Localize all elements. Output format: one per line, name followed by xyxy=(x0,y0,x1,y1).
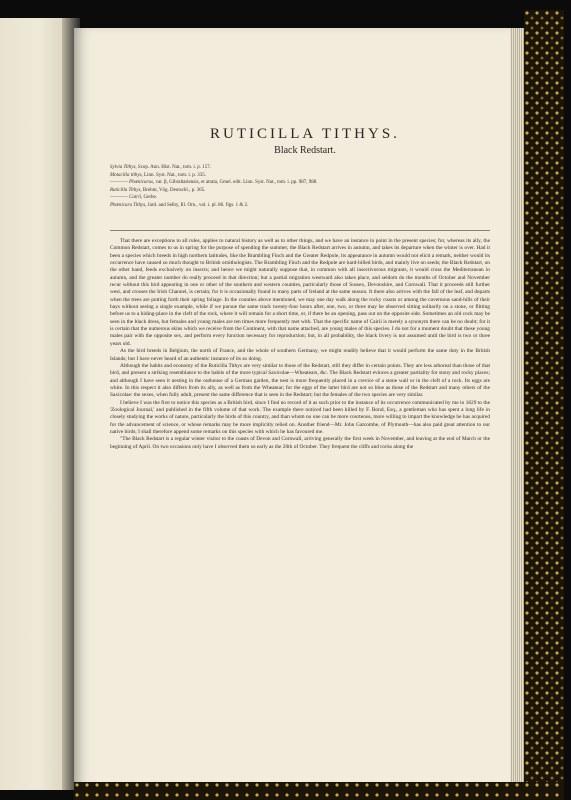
paragraph: "The Black Redstart is a regular winter visitor to the coasts of Devon and Cornwall, arriving generally the first week in November, and leaving at the end of March or the beginning of April. On two occasions only have I observed them so early as the 20th of October. They frequent the cliffs and rocks along the xyxy=(110,436,490,450)
synonymy-list xyxy=(110,164,490,209)
section-divider xyxy=(110,230,490,231)
species-title: RUTICILLA TITHYS. xyxy=(210,126,400,142)
book-cover-bottom xyxy=(74,782,564,800)
paragraph: Although the habits and economy of the Ruticilla Tithys are very similar to those of the Redstart, still they differ in certain points. They are less arboreal than those of that bird, and present a striking resemblance to the habits of the more typical Saxicolae—Wheatears, &c. The Black Redstart evinces a greater partiality for stony and rocky places; and although I have seen it nesting in the outhouse of a German garden, the nest is more frequently placed in a crevice of a stone wall or in the cleft of a rock. Its eggs are white. In this respect it also differs from its ally, as well as from the Wheatear; for the eggs of the latter bird are not so blue as those of the Redstart and many others of the Saxicolae: the sexes, when fully adult, present the same difference that is seen in the Redstart; but the females of the two species are very similar. xyxy=(110,362,490,399)
body-text xyxy=(110,238,490,451)
synonym-line: ———— Phœnicurus, var. β, Gibraltariensis, et atrata, Gmel. edit. Linn. Syst. Nat., tom. i. pp. 987, 988. xyxy=(110,180,318,185)
book-cover xyxy=(524,10,564,796)
synonym-line: ———— Cairii, Gerbe. xyxy=(110,195,157,200)
paragraph: I believe I was the first to notice this species as a British bird, since I find no record of it as such prior to the instance of its occurrence communicated by me in 1829 to the 'Zoological Journal,' and published in the fifth volume of that work. The example there noticed had been killed by F. Bond, Esq., a gentleman who has spent a long life in closely studying the works of nature, particularly the birds of this country, and than whom no one can be more courteous, more willing to impart the knowledge he has acquired for the advancement of science, or whose remarks may be more implicitly relied on. Another friend—Mr. John Gatcombe, of Plymouth—has also paid great attention to our native birds; I shall therefore append some remarks on this species with which he has favoured me. xyxy=(110,399,490,435)
synonym-line: Sylvia Tithys, Scop. Ann. Hist. Nat., tom. i. p. 157. xyxy=(110,165,211,170)
facing-page xyxy=(0,18,70,790)
common-name: Black Redstart. xyxy=(274,145,336,156)
synonym-line: Ruticilla Tithys, Brehm, Vög. Deutschl., p. 365. xyxy=(110,187,206,193)
synonym-line: Motacilla tithys, Linn. Syst. Nat., tom. i. p. 335. xyxy=(110,172,206,178)
paragraph: That there are exceptions to all rules, applies to natural history as well as to other things, and we have an instance in point in the present species; for, whereas its ally, the Common Redstart, comes to us in spring for the purpose of spending the summer, the Black Redstart arrives in autumn, and takes its departure when the winter is over. Had it been a species which breeds in high northern latitudes, like the Brambling Finch and the Greater Redpole, its appearance in autumn would not elicit a remark, neither would its occurrence have caused so much thought to British ornithologists. The Brambling Finch and the Redpole are hard-billed birds, and mainly live on seeds; the Black Redstart, on the other hand, feeds exclusively on insects; and hence we might naturally suppose that, in common with all insectivorous migrants, it would cross the Mediterranean in autumn, and the greater number do really proceed in that direction; but a partial migration westward also takes place, and seldom do the months of October and November recur without this bird appearing in one or other of the southern and western counties, particularly those of Sussex, Devonshire, and Cornwall. That it proceeds still further west, and crosses the Irish Channel, is certain; for it is occasionally found in many parts of Ireland at the same season. It there also arrives with the fall of the leaf, and departs when the trees are putting forth their spring foliage. In the counties above mentioned, we may one day walk along the rocky coasts or among the cavernous sand-hills of their bays without seeing a single example, while if we pursue the same track twenty-four hours after, one, two, or three may be observed sitting solitarily on a stone, or flitting before us to a hiding-place in the cleft of the rock, where it will remain for a short time, or, if there be an opening, pass out on the opposite side. Sometimes an old cock may be seen in the black dress, but females and young males are ten times more frequently met with. That the specific name of Cairii is merely a synonym there can be no doubt; for it is certain that the numerous skins which we receive from the Continent, with that name attached, are young males of this species. I do not for a moment doubt that these young males pair with the opposite sex, and perform every function necessary for reproduction; but, in all probability, the black livery is not assumed until the bird is two or three years old. xyxy=(110,238,490,347)
synonym-line: Phœnicura Tithys, Jard. and Selby, Ill. Orn., vol. i. pl. 86. figs. 1 & 2. xyxy=(110,202,249,208)
page-edges xyxy=(510,28,524,790)
paragraph: As the bird breeds in Belgium, the north of France, and the whole of southern Germany, we might readily believe that it would perform the same duty in the British Islands; but I have never heard of an authentic instance of its so doing. xyxy=(110,348,490,362)
